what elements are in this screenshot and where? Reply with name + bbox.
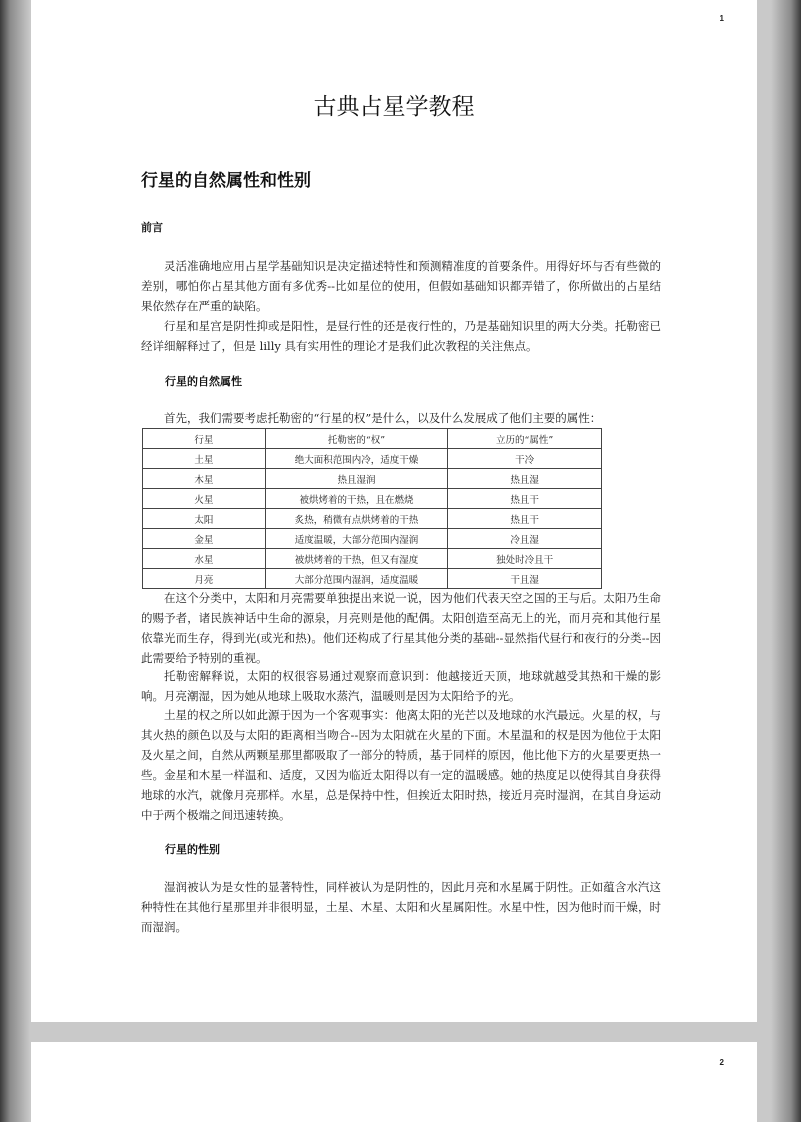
table-row [143,469,602,489]
document-title: 古典占星学教程 [313,94,475,120]
preface-paragraph-1: 灵活准确地应用占星学基础知识是决定描述特性和预测精准度的首要条件。用得好坏与否有些微的差别，哪怕你占星其他方面有多优秀--比如星位的使用，但假如基础知识都弄错了，你所做出的占星结果依然存在严重的缺陷。 [141,259,661,313]
table-cell: 绝大面积范围内冷，适度干燥 [265,449,448,469]
table-cell: 火星 [143,489,266,509]
document-page-1 [31,0,757,1022]
table-cell: 热且干 [448,509,602,529]
preface-paragraph-2: 行星和星宫是阴性抑或是阳性，是昼行性的还是夜行性的，乃是基础知识里的两大分类。托勒密已经详细解释过了，但是 lilly 具有实用性的理论才是我们此次教程的关注焦点。 [141,319,661,353]
planet-attributes-table [142,428,602,589]
table-cell: 热且干 [448,489,602,509]
table-intro: 首先，我们需要考虑托勒密的“行星的权”是什么，以及什么发展成了他们主要的属性： [164,411,602,425]
table-cell: 冷且湿 [448,529,602,549]
page-number: 1 [719,14,724,23]
table-cell: 热且湿润 [265,469,448,489]
preface-heading: 前言 [141,221,163,234]
body-paragraph-3: 土星的权之所以如此源于因为一个客观事实：他离太阳的光芒以及地球的水汽最远。火星的权，与其火热的颜色以及与太阳的距离相当吻合--因为太阳就在火星的下面。木星温和的权是因为他位于太阳及火星之间，自然从两颗星那里都吸取了一部分的特质，基于同样的原因，他比他下方的火星要更热一些。金星和木星一样温和、适度，又因为临近太阳得以有一定的温暖感。她的热度足以使得其自身获得地球的水汽，就像月亮那样。水星，总是保持中性，但挨近太阳时热，接近月亮时湿润，在其自身运动中于两个极端之间迅速转换。 [141,708,661,822]
table-header-row [143,429,602,449]
table-row [143,529,602,549]
table-cell: 大部分范围内湿润，适度温暖 [265,569,448,589]
column-header-attribute: 立历的“属性” [448,429,602,449]
table-cell: 炙热，稍微有点烘烤着的干热 [265,509,448,529]
table-cell: 热且湿 [448,469,602,489]
section-title: 行星的自然属性和性别 [141,171,311,191]
page-number: 2 [719,1058,724,1067]
table-cell: 被烘烤着的干热，但又有湿度 [265,549,448,569]
table-cell: 独处时冷且干 [448,549,602,569]
natural-attributes-heading: 行星的自然属性 [165,375,242,388]
table-cell: 金星 [143,529,266,549]
table-cell: 太阳 [143,509,266,529]
column-header-ptolemy: 托勒密的“权” [265,429,448,449]
document-page-2 [31,1042,757,1122]
table-row [143,569,602,589]
table-cell: 干且湿 [448,569,602,589]
table-cell: 水星 [143,549,266,569]
body-paragraph-2: 托勒密解释说，太阳的权很容易通过观察而意识到：他越接近天顶，地球就越受其热和干燥的影响。月亮潮湿，因为她从地球上吸取水蒸汽，温暖则是因为太阳给予的光。 [141,669,661,703]
table-cell: 木星 [143,469,266,489]
table-row [143,449,602,469]
body-paragraph-1: 在这个分类中，太阳和月亮需要单独提出来说一说，因为他们代表天空之国的王与后。太阳乃生命的赐予者，诸民族神话中生命的源泉，月亮则是他的配偶。太阳创造至高无上的光，而月亮和其他行星依靠光而生存，得到光(或光和热)。他们还构成了行星其他分类的基础--显然指代昼行和夜行的分类--因此需要给予特别的重视。 [141,591,661,665]
gender-heading: 行星的性别 [165,843,220,856]
gender-paragraph-1: 湿润被认为是女性的显著特性，同样被认为是阴性的，因此月亮和水星属于阴性。正如蕴含水汽这种特性在其他行星那里并非很明显，土星、木星、太阳和火星属阳性。水星中性，因为他时而干燥，时而湿润。 [141,880,661,934]
table-cell: 被烘烤着的干热，且在燃烧 [265,489,448,509]
table-row [143,509,602,529]
table-cell: 适度温暖，大部分范围内湿润 [265,529,448,549]
table-row [143,549,602,569]
table-cell: 月亮 [143,569,266,589]
table-cell: 土星 [143,449,266,469]
table-cell: 干冷 [448,449,602,469]
column-header-planet: 行星 [143,429,266,449]
table-row [143,489,602,509]
